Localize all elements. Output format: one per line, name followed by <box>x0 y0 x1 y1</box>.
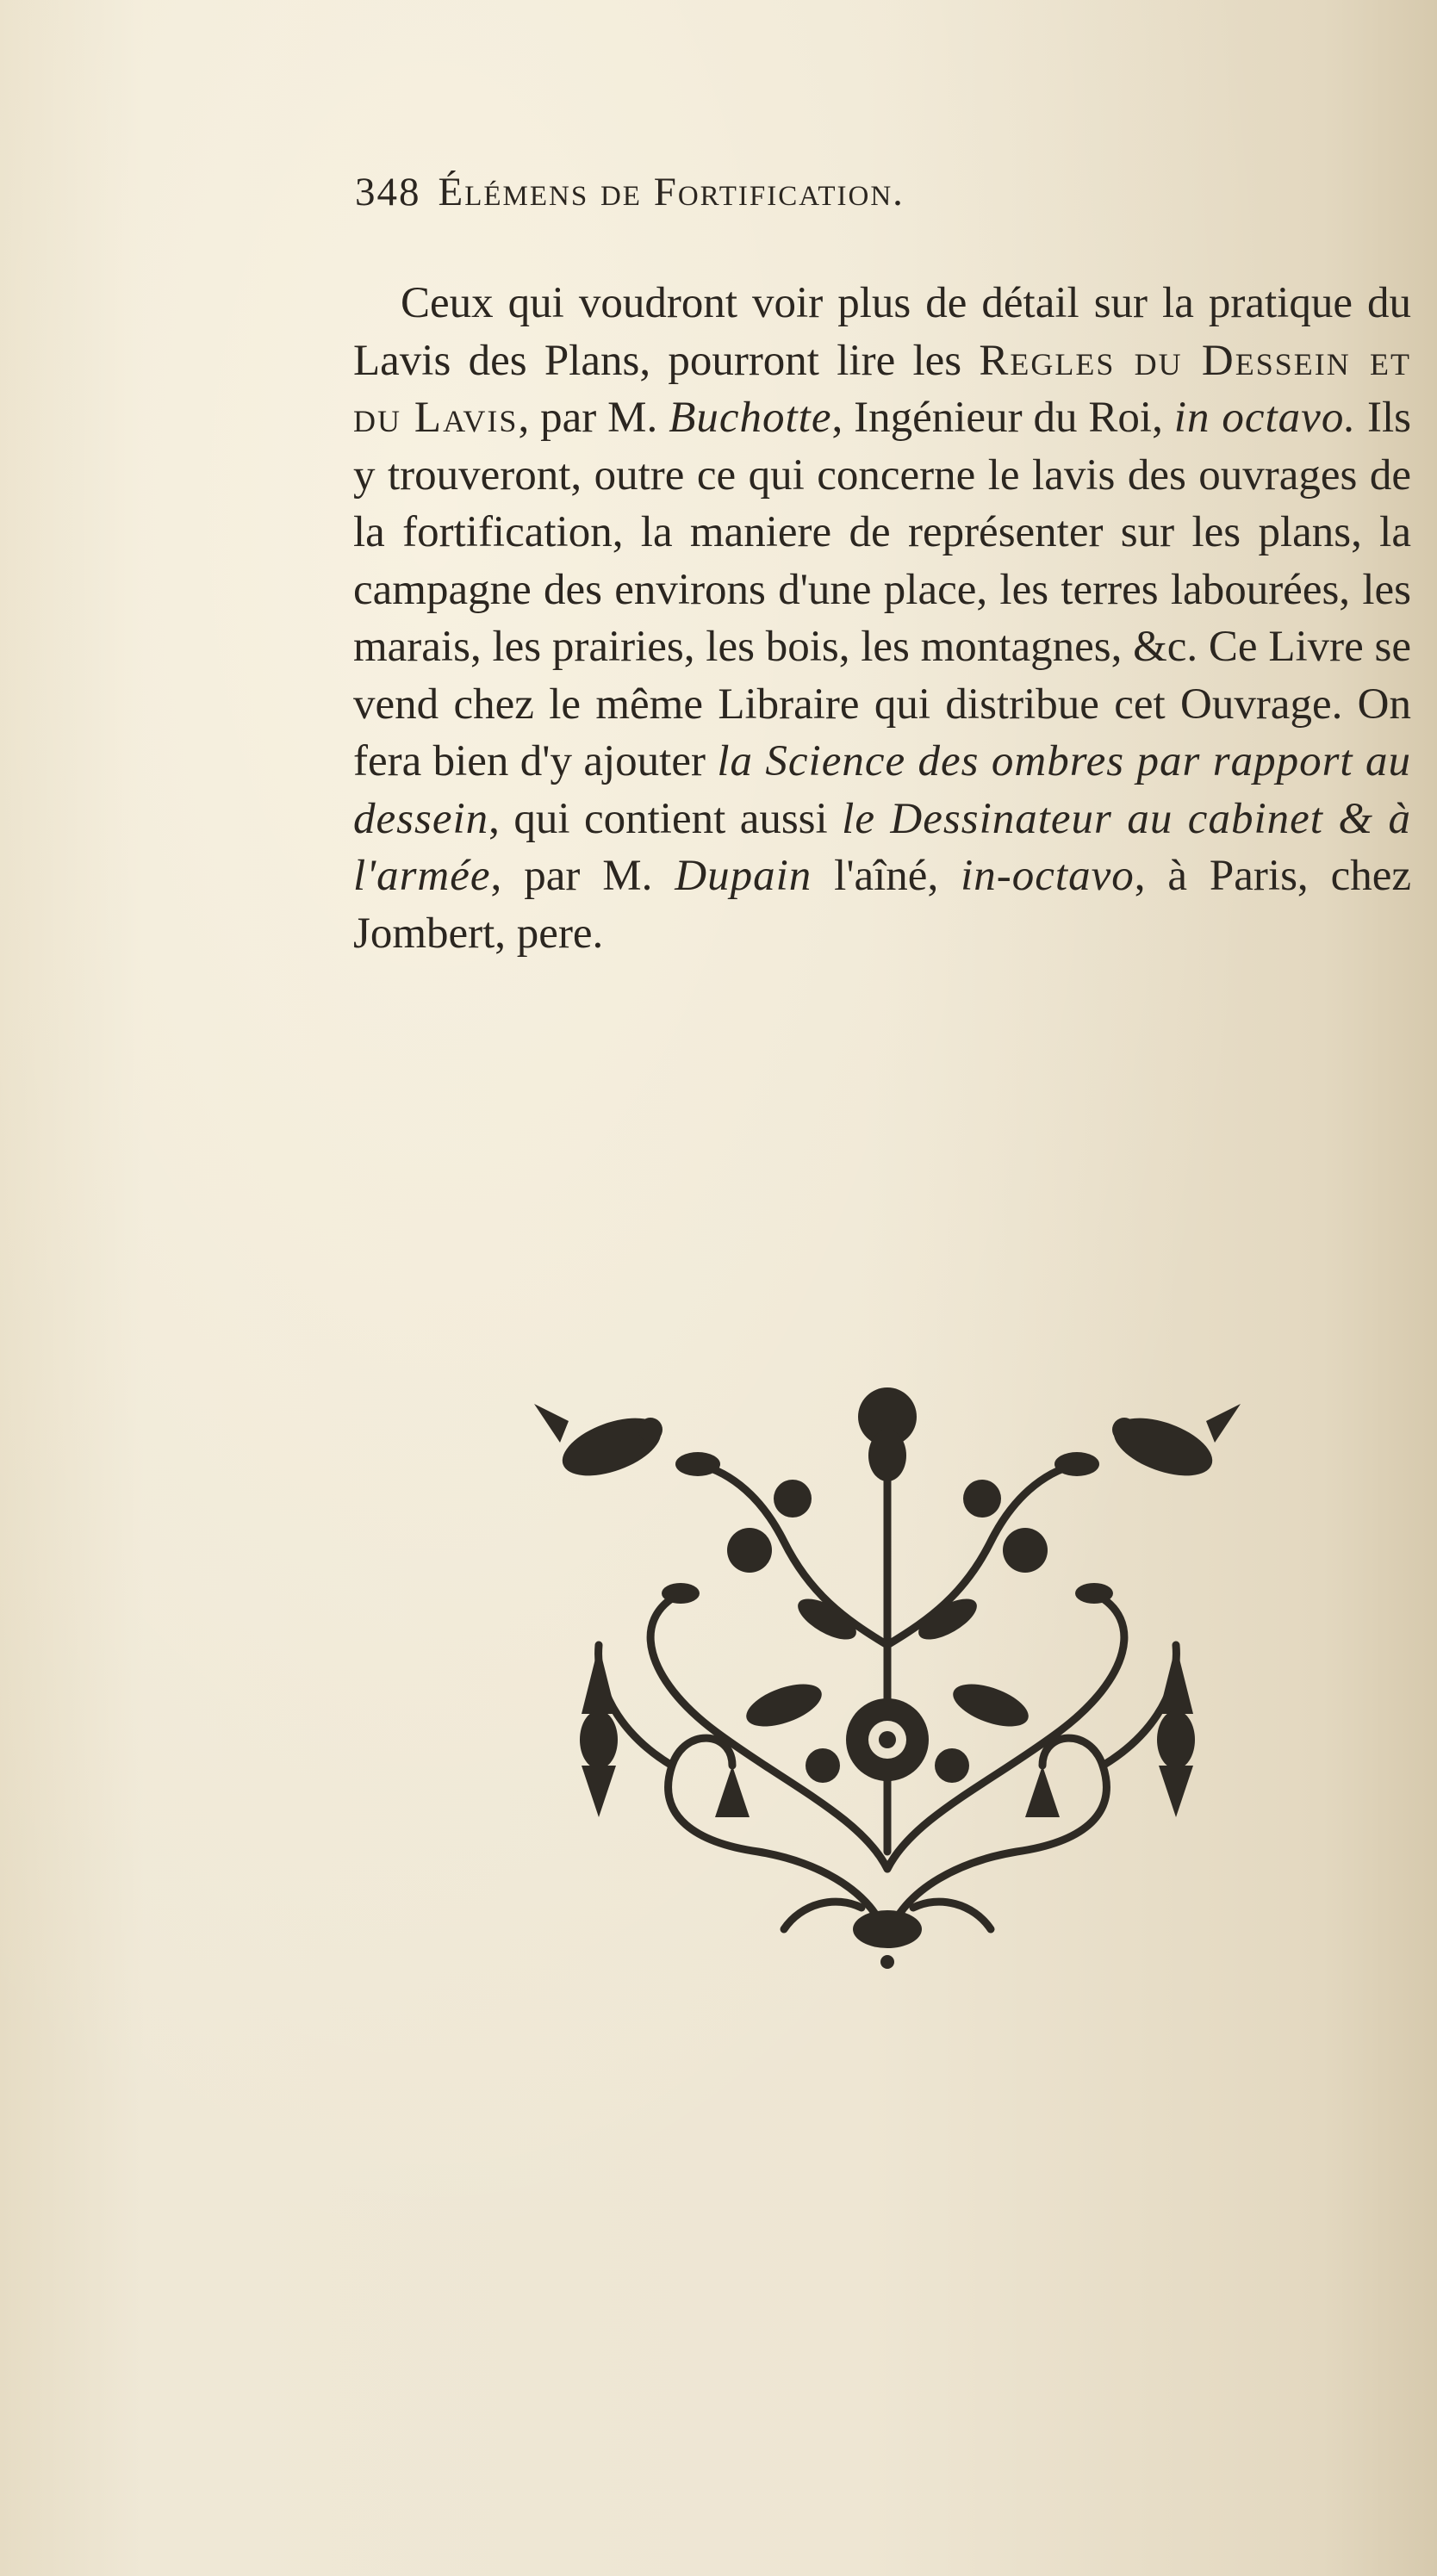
floral-tailpiece-ornament-icon <box>500 1335 1275 1972</box>
page-number: 348 <box>355 170 421 214</box>
author-dupain: Dupain <box>675 852 812 900</box>
book-title-dessinateur: le Dessinateur au cabinet & à l'armée <box>353 794 1411 900</box>
book-title-science-des-ombres: la Science des ombres par rapport au dessein <box>353 737 1411 843</box>
body-paragraph: Ceux qui voudront voir plus de détail sur la pratique du Lavis des Plans, pourront lire les Regles du Dessein et du Lavis, par M. Buchotte, Ingénieur du Roi, in octavo. Ils y trouveront, outre ce qui concerne le lavis des ouvrages de la fortification, la maniere de représenter sur les plans, la campagne des environs d'une place, les terres labourées, les marais, les prairies, les bois, les montagnes, &c. Ce Livre se vend chez le même Libraire qui distribue cet Ouvrage. On fera bien d'y ajouter la Science des ombres par rapport au dessein, qui contient aussi le Dessinateur au cabinet & à l'armée, par M. Dupain l'aîné, in-octavo, à Paris, chez Jombert, pere. <box>353 279 1412 958</box>
book-title-regles: Regles du Dessein et du Lavis <box>353 336 1412 442</box>
format-in-octavo-2: in-octavo <box>961 852 1135 900</box>
format-in-octavo: in octavo. <box>1173 394 1357 442</box>
author-buchotte: Buchotte <box>669 394 832 442</box>
running-title: Élémens de Fortification. <box>438 170 905 214</box>
running-header <box>355 169 905 215</box>
